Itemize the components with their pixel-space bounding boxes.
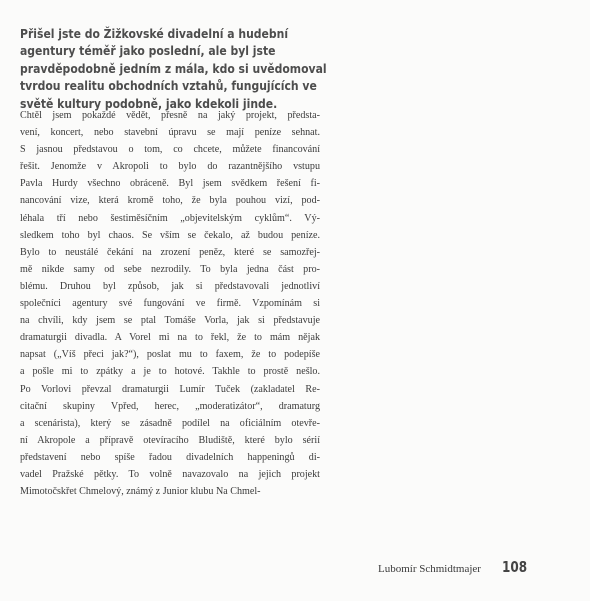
body-line: vadel Pražské pětky. To volně navazovalo na jejich projekt [20,468,320,480]
body-line: Po Vorlovi převzal dramaturgii Lumír Tuček (zakladatel Re- [20,383,320,395]
headline-line: Přišel jste do Žižkovské divadelní a hudební [20,26,289,41]
body-line: Mimotočskřet Chmelový, známý z Junior klubu Na Chmel- [20,486,261,498]
body-line: léhala tří nebo šestiměsíčním „objevitelským cyklům“. Vý- [20,212,320,224]
body-line: citační skupiny Vpřed, herec, „moderatizátor“, dramaturg [20,400,320,412]
body-line: nancování vize, která kromě toho, že byla pouhou vizí, pod- [20,195,320,207]
body-line: Bylo to neustálé čekání na zrození peněz, které se samozřej- [20,246,320,258]
body-line: sledkem toho byl chaos. Se vším se čekalo, až budou peníze. [20,229,320,241]
body-line: řešit. Jenomže v Akropoli to bylo do razantnějšího vstupu [20,161,320,173]
body-line: napsat („Víš přeci jak?“), poslat mu to faxem, že to podepíše [20,349,320,361]
body-paragraph [20,107,320,500]
body-line: a pošle mi to zpátky a je to hotové. Takhle to prostě nešlo. [20,366,320,378]
body-line: vení, koncert, nebo stavební úpravu se mají peníze sehnat. [20,127,320,139]
headline-question [20,25,327,112]
body-line: na chvíli, kdy jsem se ptal Tomáše Vorla, jak si představuje [20,315,320,327]
body-line: dramaturgii divadla. A Vorel mi na to řekl, že to mám nějak [20,332,320,344]
body-line: Pavla Hurdy všechno obráceně. Byl jsem svědkem řešení fi- [20,178,320,190]
page-number: 108 [502,558,528,576]
headline-line: agentury téměř jako poslední, ale byl jste [20,43,276,59]
footer-author: Lubomír Schmidtmajer [378,563,481,575]
body-line: ní Akropole a přípravě otevíracího Bludiště, které bylo sérií [20,434,320,446]
headline-line: pravděpodobně jedním z mála, kdo si uvědomoval [20,60,327,76]
body-line: společníci agentury své fungování ve firmě. Vzpomínám si [20,298,320,310]
body-line: a scenárista), který se zásadně podílel na oficiálním otevře- [20,417,320,429]
body-line: S jasnou představou o tom, co chcete, můžete financování [20,144,320,156]
headline-line: světě kultury podobně, jako kdekoli jinde. [20,95,278,111]
headline-line: tvrdou realitu obchodních vztahů, fungujících ve [20,78,317,94]
body-line: představení nebo spíše řadou divadelních happeningů di- [20,451,320,463]
body-line: mě nikde samy od sebe nezrodily. To byla jedna část pro- [20,263,320,275]
body-line: blému. Druhou byl způsob, jak si představovali jednotliví [20,280,320,292]
body-line: Chtěl jsem pokaždé vědět, přesně na jaký projekt, předsta- [20,110,320,121]
